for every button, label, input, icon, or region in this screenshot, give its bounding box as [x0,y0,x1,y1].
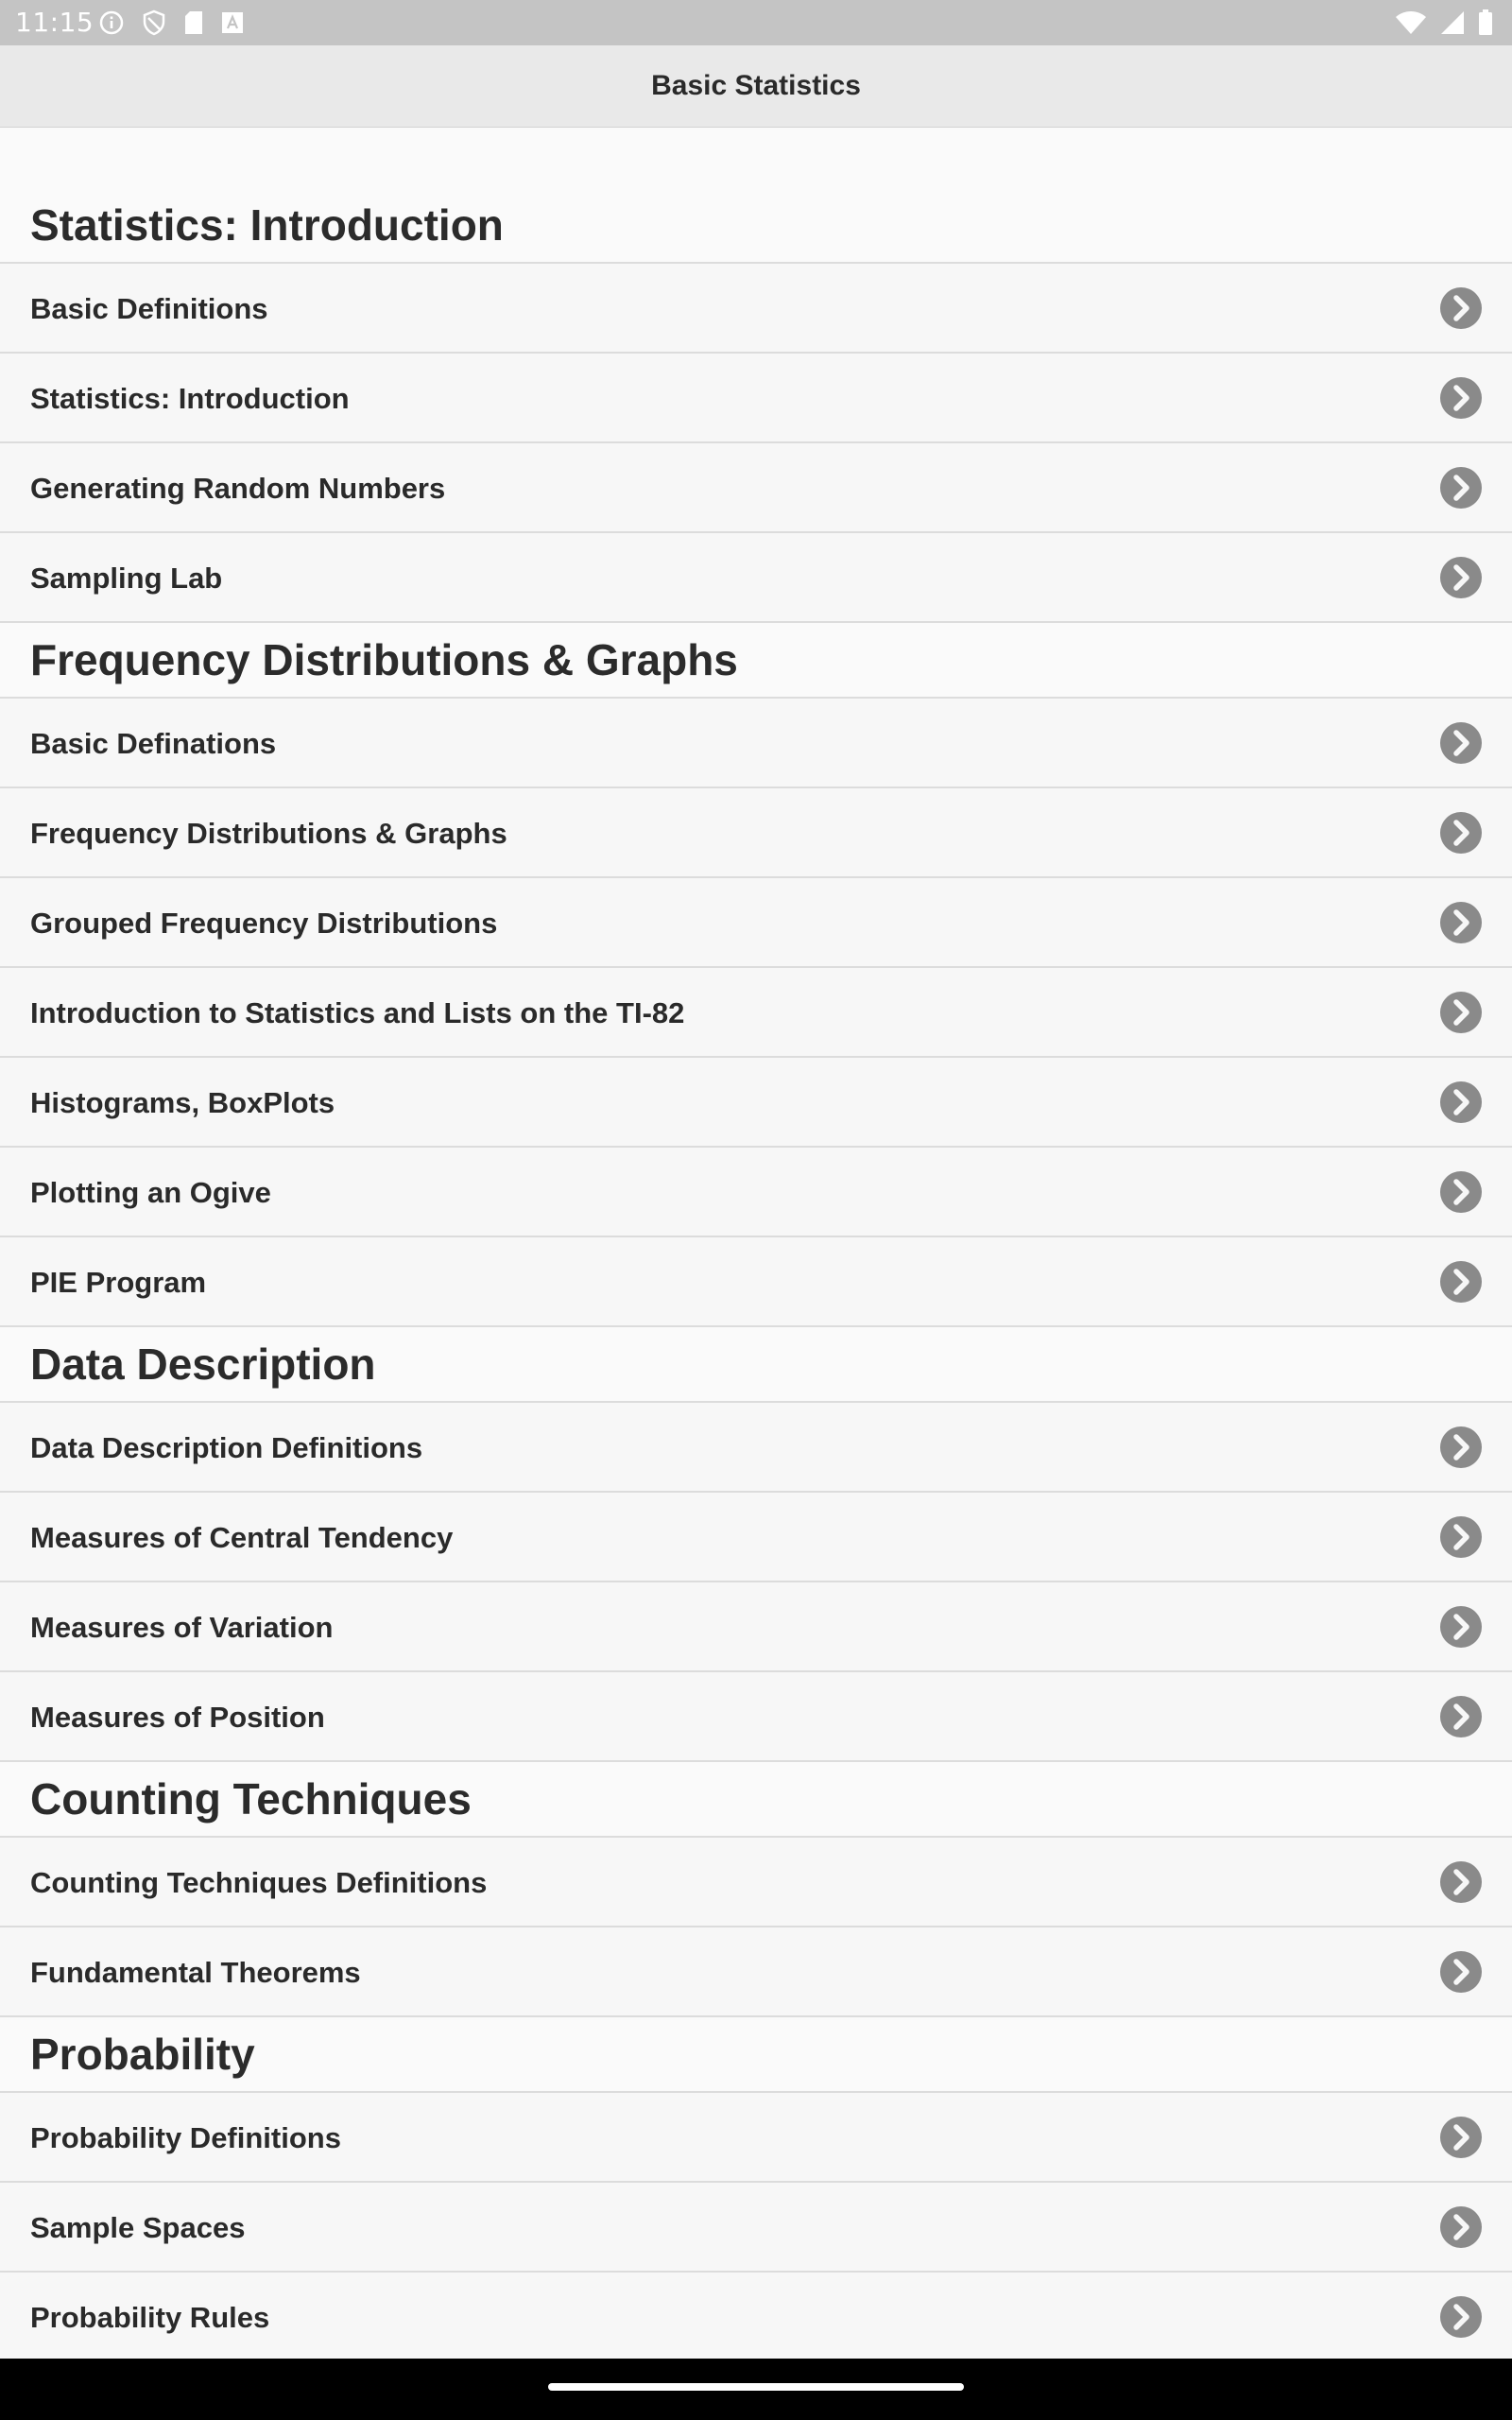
list-item-label: Fundamental Theorems [30,1956,361,1989]
list-item-label: Probability Rules [30,2301,270,2334]
list-item-histograms-boxplots[interactable] [0,1058,1512,1148]
list-item-label: Counting Techniques Definitions [30,1866,488,1899]
list-item-counting-techniques-definitions[interactable] [0,1838,1512,1927]
chevron-right-icon [1440,1951,1482,1993]
list-item-label: Basic Definations [30,727,277,760]
list-item-basic-definations[interactable] [0,699,1512,788]
section-title: Probability [30,2030,255,2079]
list-item-label: Measures of Position [30,1701,325,1734]
section-header-frequency-distributions [0,623,1512,699]
list-item-statistics-introduction[interactable] [0,354,1512,443]
list-item-sampling-lab[interactable] [0,533,1512,623]
list-item-generating-random-numbers[interactable] [0,443,1512,533]
list-item-label: Plotting an Ogive [30,1176,271,1209]
battery-icon [1478,9,1493,36]
status-bar [0,0,1512,45]
wifi-icon [1395,10,1427,35]
list-item-frequency-distributions-graphs[interactable] [0,788,1512,878]
sd-card-icon [183,9,204,36]
chevron-right-icon [1440,1606,1482,1648]
list-item-label: Sampling Lab [30,562,223,595]
chevron-right-icon [1440,1516,1482,1558]
list-item-label: Data Description Definitions [30,1431,423,1464]
signal-icon [1440,10,1465,35]
list-item-label: Introduction to Statistics and Lists on the TI-82 [30,996,685,1029]
list-item-label: Frequency Distributions & Graphs [30,817,507,850]
list-item-label: Basic Definitions [30,292,268,325]
list-item-fundamental-theorems[interactable] [0,1927,1512,2017]
list-item-plotting-ogive[interactable] [0,1148,1512,1237]
section-title: Frequency Distributions & Graphs [30,635,738,684]
section-header-counting-techniques [0,1762,1512,1838]
shield-icon [142,9,166,36]
text-a-icon [221,11,244,34]
chevron-right-icon [1440,992,1482,1033]
list-item-probability-definitions[interactable] [0,2093,1512,2183]
chevron-right-icon [1440,2296,1482,2338]
list-item-data-description-definitions[interactable] [0,1403,1512,1493]
list-item-label: Measures of Central Tendency [30,1521,454,1554]
status-left-icons [98,9,244,36]
list-item-sample-spaces[interactable] [0,2183,1512,2273]
home-gesture-handle[interactable] [548,2383,964,2391]
chevron-right-icon [1440,2206,1482,2248]
list-item-label: Grouped Frequency Distributions [30,907,498,940]
chevron-right-icon [1440,467,1482,509]
list-item-measures-central-tendency[interactable] [0,1493,1512,1582]
list-item-label: Measures of Variation [30,1611,334,1644]
list-item-label: Generating Random Numbers [30,472,446,505]
list-item-measures-variation[interactable] [0,1582,1512,1672]
list-item-label: Histograms, BoxPlots [30,1086,335,1119]
info-icon [98,9,125,36]
section-title: Counting Techniques [30,1774,472,1824]
list-item-intro-statistics-ti82[interactable] [0,968,1512,1058]
chevron-right-icon [1440,377,1482,419]
list-item-label: Sample Spaces [30,2211,246,2244]
chevron-right-icon [1440,1261,1482,1303]
list-item-basic-definitions[interactable] [0,264,1512,354]
chevron-right-icon [1440,1861,1482,1903]
chevron-right-icon [1440,1426,1482,1468]
topic-list[interactable] [0,128,1512,2359]
status-time: 11:15 [15,7,94,38]
system-nav-bar [0,2359,1512,2420]
section-header-data-description [0,1327,1512,1403]
chevron-right-icon [1440,1081,1482,1123]
chevron-right-icon [1440,287,1482,329]
app-bar [0,45,1512,128]
chevron-right-icon [1440,1696,1482,1737]
page-title: Basic Statistics [651,70,861,101]
chevron-right-icon [1440,722,1482,764]
section-title: Statistics: Introduction [30,200,504,250]
list-item-grouped-frequency-distributions[interactable] [0,878,1512,968]
chevron-right-icon [1440,1171,1482,1213]
list-item-probability-rules[interactable] [0,2273,1512,2359]
chevron-right-icon [1440,812,1482,854]
list-item-measures-position[interactable] [0,1672,1512,1762]
status-right-icons [1395,9,1493,36]
section-header-statistics-introduction [0,128,1512,264]
chevron-right-icon [1440,2117,1482,2158]
chevron-right-icon [1440,902,1482,943]
list-item-label: PIE Program [30,1266,207,1299]
list-item-label: Probability Definitions [30,2121,341,2154]
list-item-label: Statistics: Introduction [30,382,350,415]
list-item-pie-program[interactable] [0,1237,1512,1327]
section-header-probability [0,2017,1512,2093]
section-title: Data Description [30,1340,376,1389]
chevron-right-icon [1440,557,1482,598]
